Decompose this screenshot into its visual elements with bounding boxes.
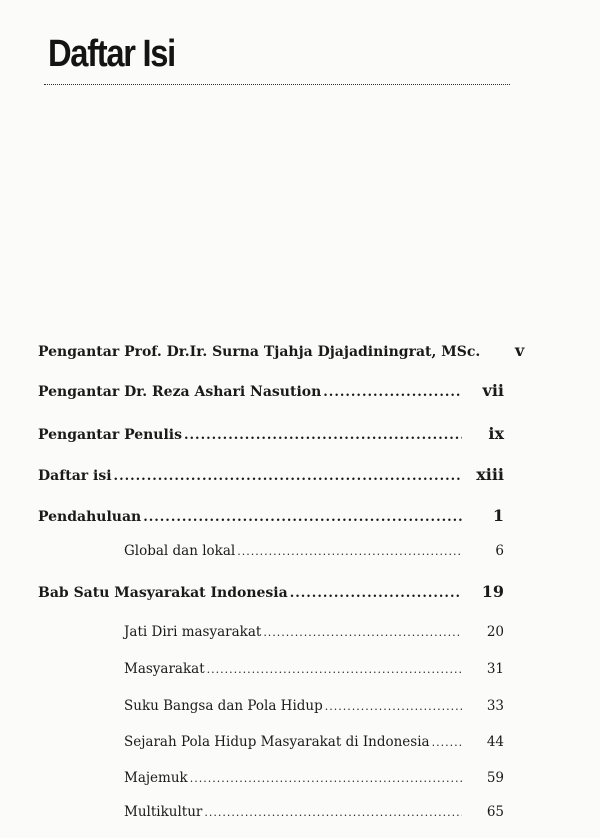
toc-leader <box>204 806 462 819</box>
toc-entry-page: 59 <box>486 770 504 786</box>
toc-entry-page: ix <box>488 424 504 443</box>
toc-entry-label: Multikultur <box>124 804 203 820</box>
toc-entry[interactable] <box>38 424 504 443</box>
toc-subentry[interactable] <box>124 543 504 559</box>
toc-leader <box>290 586 462 601</box>
toc-leader <box>207 663 462 676</box>
toc-entry[interactable] <box>38 465 504 484</box>
toc-entry[interactable] <box>38 582 504 601</box>
toc-leader <box>323 385 462 400</box>
toc-entry-label: Global dan lokal <box>124 543 236 559</box>
title-divider <box>44 84 510 85</box>
toc-entry-page: v <box>514 341 525 360</box>
toc-entry-page: 31 <box>486 661 504 677</box>
toc-leader <box>325 700 462 713</box>
toc-leader <box>143 510 462 525</box>
toc-entry-page: xiii <box>476 465 504 484</box>
toc-entry-label: Pengantar Prof. Dr.Ir. Surna Tjahja Djajadiningrat, MSc. <box>38 344 481 360</box>
toc-leader <box>237 545 462 558</box>
toc-entry[interactable] <box>38 506 504 525</box>
toc-entry[interactable] <box>38 341 525 360</box>
toc-leader <box>184 428 462 443</box>
toc-entry-page: 19 <box>481 582 504 601</box>
toc-entry-label: Pengantar Penulis <box>38 427 182 443</box>
toc-entry-label: Bab Satu Masyarakat Indonesia <box>38 585 288 601</box>
toc-entry-label: Sejarah Pola Hidup Masyarakat di Indonesia <box>124 734 430 750</box>
toc-subentry[interactable] <box>124 661 504 677</box>
toc-entry-label: Pengantar Dr. Reza Ashari Nasution <box>38 384 322 400</box>
toc-entry-page: 65 <box>486 804 504 820</box>
toc-entry[interactable] <box>38 381 504 400</box>
toc-leader <box>114 469 462 484</box>
toc-subentry[interactable] <box>124 770 504 786</box>
toc-subentry[interactable] <box>124 698 504 714</box>
toc-entry-label: Daftar isi <box>38 468 112 484</box>
toc-subentry[interactable] <box>124 734 504 750</box>
toc-entry-page: 33 <box>486 698 504 714</box>
page-title: Daftar Isi <box>48 33 175 75</box>
toc-entry-label: Jati Diri masyarakat <box>124 624 262 640</box>
toc-entry-page: 44 <box>486 734 504 750</box>
toc-leader <box>432 736 462 749</box>
toc-entry-label: Masyarakat <box>124 661 205 677</box>
toc-leader <box>263 626 462 639</box>
toc-subentry[interactable] <box>124 624 504 640</box>
toc-entry-label: Majemuk <box>124 770 188 786</box>
toc-leader <box>190 772 462 785</box>
toc-entry-label: Pendahuluan <box>38 509 142 525</box>
toc-entry-page: 20 <box>486 624 504 640</box>
toc-subentry[interactable] <box>124 804 504 820</box>
toc-entry-page: vii <box>482 381 504 400</box>
toc-entry-page: 1 <box>492 506 504 525</box>
toc-entry-page: 6 <box>495 543 504 559</box>
toc-entry-label: Suku Bangsa dan Pola Hidup <box>124 698 323 714</box>
